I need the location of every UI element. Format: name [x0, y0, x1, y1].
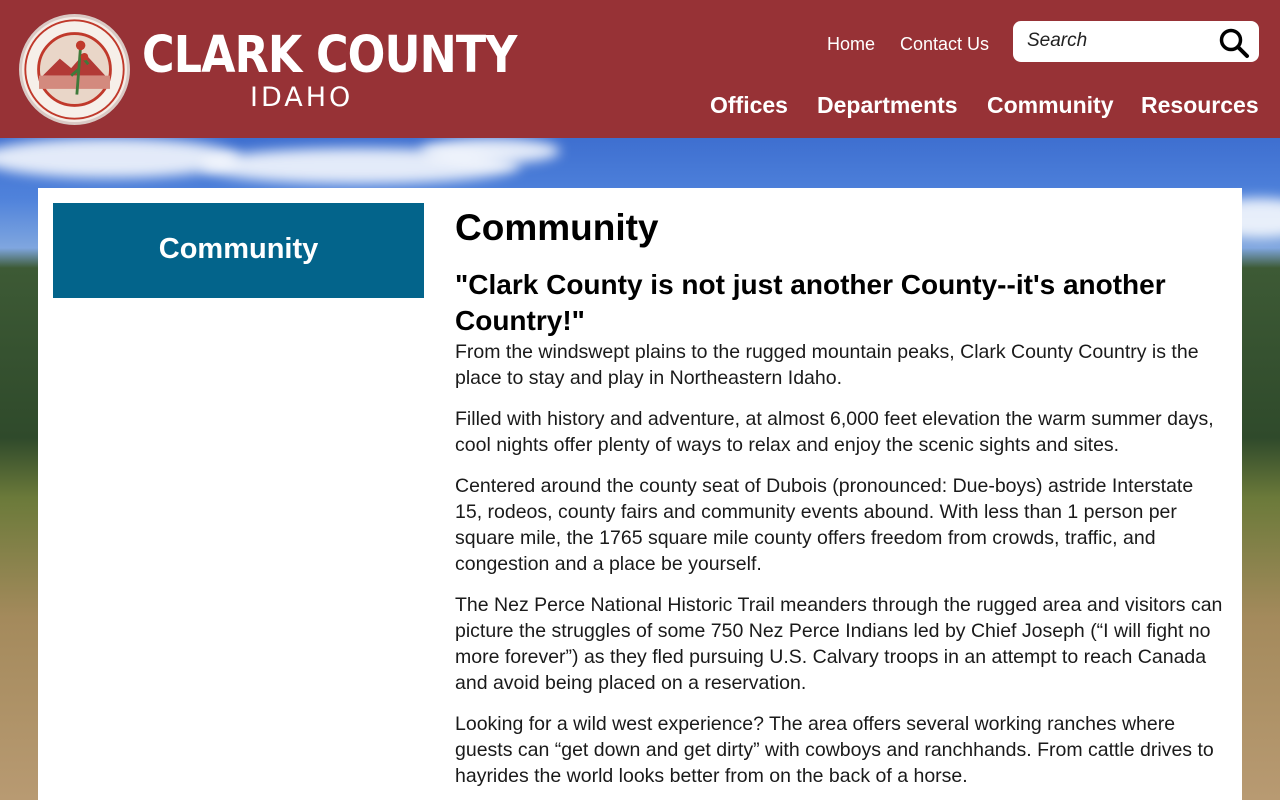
seal-icon [22, 17, 127, 122]
search-box [1013, 21, 1259, 62]
sidebar-heading-box [53, 203, 424, 298]
page-quote: "Clark County is not just another County--it's another Country!" [455, 269, 1166, 336]
sidebar-title: Community [158, 233, 319, 265]
home-link[interactable]: Home [827, 34, 876, 54]
search-button[interactable] [1216, 25, 1252, 59]
site-title[interactable]: CLARK COUNTY [142, 26, 517, 85]
page-title: Community [455, 207, 659, 248]
nav-offices[interactable]: Offices [710, 92, 788, 118]
content-paragraph: The Nez Perce National Historic Trail meanders through the rugged area and visitors can picture the struggles of some 750 Nez Perce Indians led by Chief Joseph (“I will fight no more forever”) as they fled pursuing U.S. Calvary troops in an attempt to reach Canada and avoid being placed on a reservation. [455, 594, 1223, 694]
site-subtitle: IDAHO [250, 82, 354, 113]
county-seal-logo[interactable] [19, 14, 130, 125]
search-input[interactable] [1027, 29, 1212, 53]
nav-community[interactable]: Community [987, 92, 1114, 118]
content-paragraph: Centered around the county seat of Dubois (pronounced: Due-boys) astride Interstate 15, rodeos, county fairs and community events abound. With less than 1 person per square mile, the 1765 square mile county offers freedom from crowds, traffic, and congestion and a place be yourself. [455, 475, 1194, 575]
site-header [0, 0, 1280, 138]
content-paragraph: Filled with history and adventure, at almost 6,000 feet elevation the warm summer days, cool nights offer plenty of ways to relax and enjoy the scenic sights and sites. [455, 408, 1214, 456]
content-paragraph: Looking for a wild west experience? The area offers several working ranches where guests can “get down and get dirty” with cowboys and ranchhands. From cattle drives to hayrides the world looks better from on the back of a horse. [455, 713, 1214, 787]
content-paragraph: From the windswept plains to the rugged mountain peaks, Clark County Country is the place to stay and play in Northeastern Idaho. [455, 341, 1199, 389]
nav-resources[interactable]: Resources [1141, 92, 1259, 118]
search-icon [1216, 25, 1252, 59]
nav-departments[interactable]: Departments [817, 92, 958, 118]
contact-us-link[interactable]: Contact Us [900, 34, 990, 54]
content-panel [38, 188, 1242, 800]
